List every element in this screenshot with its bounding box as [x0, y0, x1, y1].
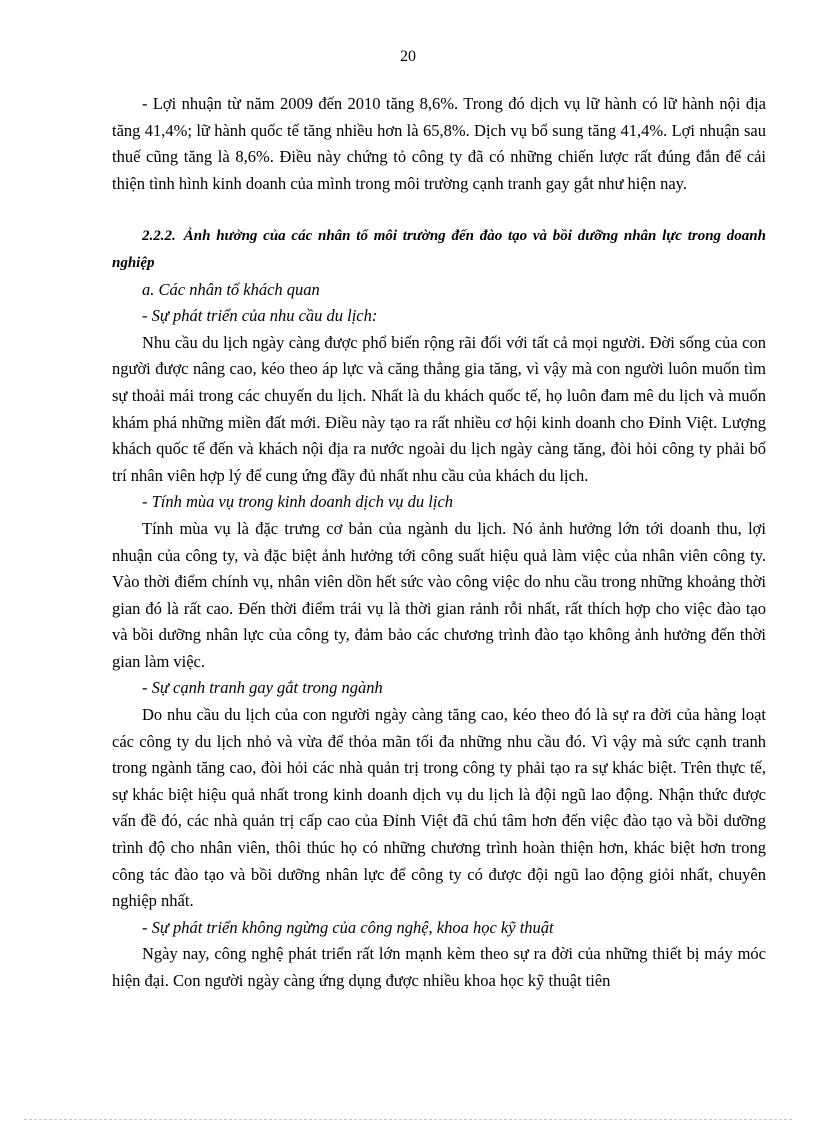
- spacer: [112, 197, 766, 223]
- page-number: 20: [400, 48, 416, 65]
- item-heading-technology: - Sự phát triển không ngừng của công nghệ, khoa học kỹ thuật: [142, 917, 554, 937]
- section-number: 2.2.2.: [142, 228, 176, 245]
- section-title: Ảnh hưởng của các nhân tố môi trường đến đào tạo và bồi dưỡng nhân lực trong doanh nghiệp: [112, 228, 766, 271]
- item-body-tourism-demand: Nhu cầu du lịch ngày càng được phổ biến rộng rãi đối với tất cả mọi người. Đời sống của con người được nâng cao, kéo theo áp lực và căng thẳng gia tăng, vì vậy mà con người luôn muốn tìm sự thoải mái trong các chuyến du lịch. Nhất là du khách quốc tế, họ luôn đam mê du lịch và muốn khám phá những miền đất mới. Điều này tạo ra rất nhiều cơ hội kinh doanh cho Đỉnh Việt. Lượng khách quốc tế đến và khách nội địa ra nước ngoài du lịch ngày càng tăng, đòi hỏi công ty phải bố trí nhân viên hợp lý để cung ứng đầy đủ nhất nhu cầu của khách du lịch.: [112, 332, 766, 485]
- item-body-competition: Do nhu cầu du lịch của con người ngày càng tăng cao, kéo theo đó là sự ra đời của hàng loạt các công ty du lịch nhỏ và vừa để thỏa mãn tối đa những nhu cầu đó. Vì vậy mà sức cạnh tranh trong ngành tăng cao, đòi hỏi các nhà quản trị trong công ty phải tạo ra sự khác biệt. Trên thực tế, sự khác biệt hiệu quả nhất trong kinh doanh dịch vụ du lịch là đội ngũ lao động. Nhận thức được vấn đề đó, các nhà quản trị cấp cao của Đỉnh Việt đã chú tâm hơn đến việc đào tạo và bồi dưỡng trình độ cho nhân viên, thôi thúc họ có những chương trình hoàn thiện hơn, khác biệt hơn trong công tác đào tạo và bồi dưỡng nhân lực để công ty có được đội ngũ lao động giỏi nhất, chuyên nghiệp nhất.: [112, 705, 766, 911]
- section-heading: [112, 223, 766, 276]
- page-bottom-rule: [24, 1119, 792, 1120]
- paragraph-profit: - Lợi nhuận từ năm 2009 đến 2010 tăng 8,6%. Trong đó dịch vụ lữ hành có lữ hành nội địa tăng 41,4%; lữ hành quốc tế tăng nhiều hơn là 65,8%. Dịch vụ bổ sung tăng 41,4%. Lợi nhuận sau thuế cũng tăng là 8,6%. Điều này chứng tỏ công ty đã có những chiến lược rất đúng đắn để cải thiện tình hình kinh doanh của mình trong môi trường cạnh tranh gay gắt như hiện nay.: [112, 94, 766, 193]
- document-body: [112, 91, 766, 995]
- item-body-seasonality: Tính mùa vụ là đặc trưng cơ bản của ngành du lịch. Nó ảnh hưởng lớn tới doanh thu, lợi nhuận của công ty, và đặc biệt ảnh hưởng tới công suất hiệu quả làm việc của nhân viên công ty. Vào thời điểm chính vụ, nhân viên dồn hết sức vào công việc do nhu cầu trong những khoảng thời gian đó là rất cao. Đến thời điểm trái vụ là thời gian rảnh rỗi nhất, rất thích hợp cho việc đào tạo và bồi dưỡng nhân lực của công ty, đảm bảo các chương trình đào tạo không ảnh hưởng đến thời gian làm việc.: [112, 518, 766, 671]
- item-heading-seasonality: - Tính mùa vụ trong kinh doanh dịch vụ du lịch: [142, 492, 454, 512]
- subsection-heading: a. Các nhân tố khách quan: [142, 279, 320, 299]
- item-body-technology: Ngày nay, công nghệ phát triển rất lớn mạnh kèm theo sự ra đời của những thiết bị máy móc hiện đại. Con người ngày càng ứng dụng được nhiều khoa học kỹ thuật tiên: [112, 944, 766, 990]
- item-heading-tourism-demand: - Sự phát triển của nhu cầu du lịch:: [142, 306, 378, 326]
- item-heading-competition: - Sự cạnh tranh gay gắt trong ngành: [142, 678, 383, 698]
